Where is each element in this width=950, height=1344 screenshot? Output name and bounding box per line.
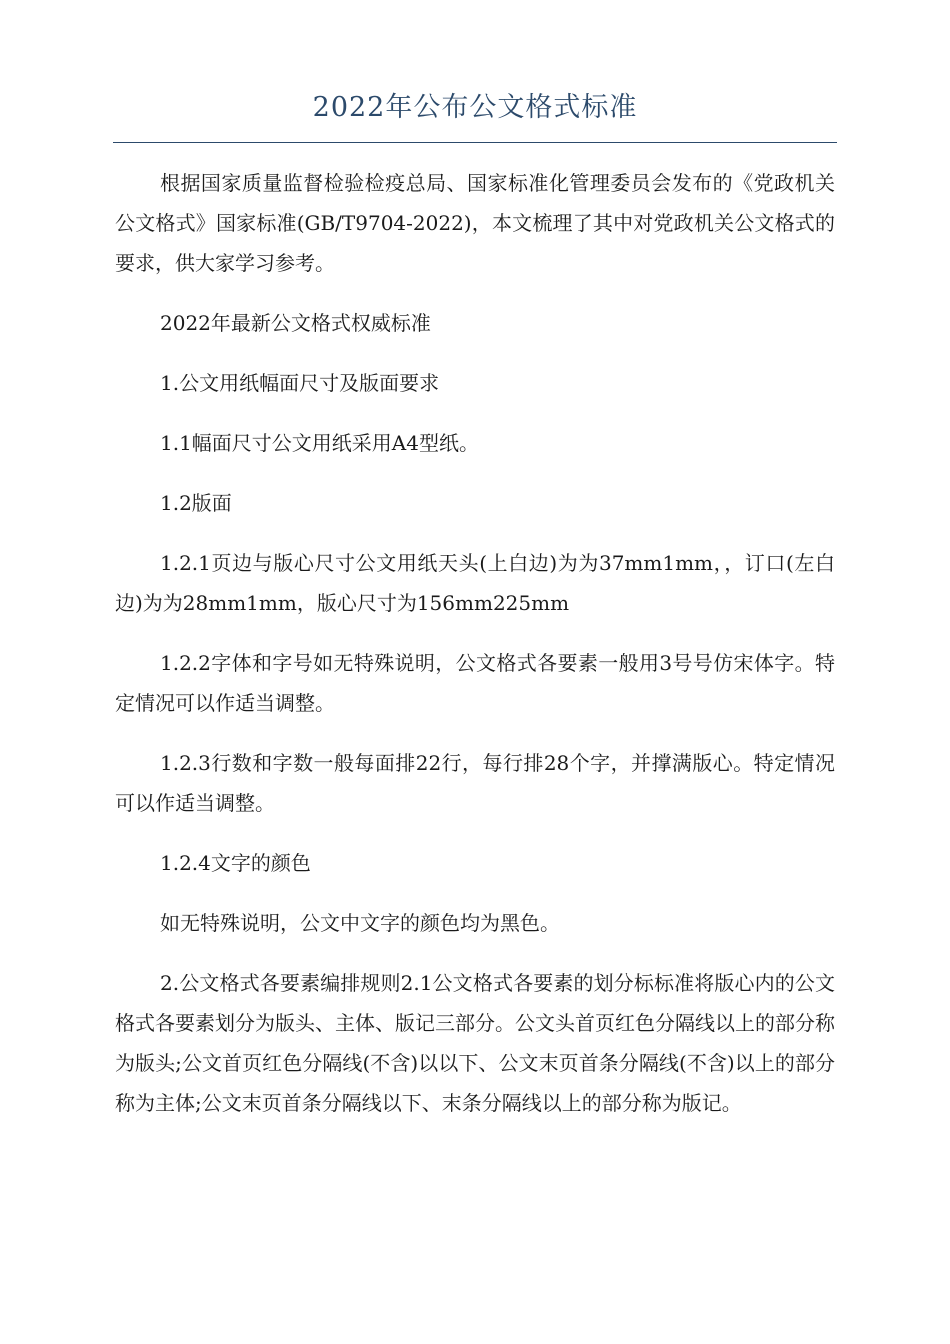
document-title: 2022年公布公文格式标准: [312, 92, 638, 123]
paragraph-section-1-2-3: 1.2.3行数和字数一般每面排22行，每行排28个字，并撑满版心。特定情况可以作适当调整。: [115, 751, 835, 815]
paragraph-section-1-2-2: 1.2.2字体和字号如无特殊说明，公文格式各要素一般用3号号仿宋体字。特定情况可以作适当调整。: [115, 651, 835, 715]
paragraph-section-1-2-1: 1.2.1页边与版心尺寸公文用纸天头(上白边)为为37mm1mm，，订口(左白边)为为28mm1mm，版心尺寸为156mm225mm: [115, 551, 835, 615]
paragraph-section-1-1: 1.1幅面尺寸公文用纸采用A4型纸。: [160, 431, 479, 455]
paragraph-section-1: 1.公文用纸幅面尺寸及版面要求: [160, 371, 440, 395]
paragraph-section-1-2: 1.2版面: [160, 491, 232, 515]
paragraph-text-color: 如无特殊说明，公文中文字的颜色均为黑色。: [160, 911, 560, 935]
title-divider: [113, 142, 837, 143]
document-body: [115, 163, 835, 1123]
paragraph-intro: 根据国家质量监督检验检疫总局、国家标准化管理委员会发布的《党政机关公文格式》国家标准(GB/T9704-2022)，本文梳理了其中对党政机关公文格式的要求，供大家学习参考。: [115, 171, 835, 275]
paragraph-section-1-2-4: 1.2.4文字的颜色: [160, 851, 311, 875]
paragraph-section-2: 2.公文格式各要素编排规则2.1公文格式各要素的划分标标准将版心内的公文格式各要素划分为版头、主体、版记三部分。公文头首页红色分隔线以上的部分称为版头;公文首页红色分隔线(不含)以以下、公文末页首条分隔线(不含)以上的部分称为主体;公文末页首条分隔线以下、末条分隔线以上的部分称为版记。: [115, 971, 835, 1115]
paragraph-heading-standard: 2022年最新公文格式权威标准: [160, 311, 431, 335]
